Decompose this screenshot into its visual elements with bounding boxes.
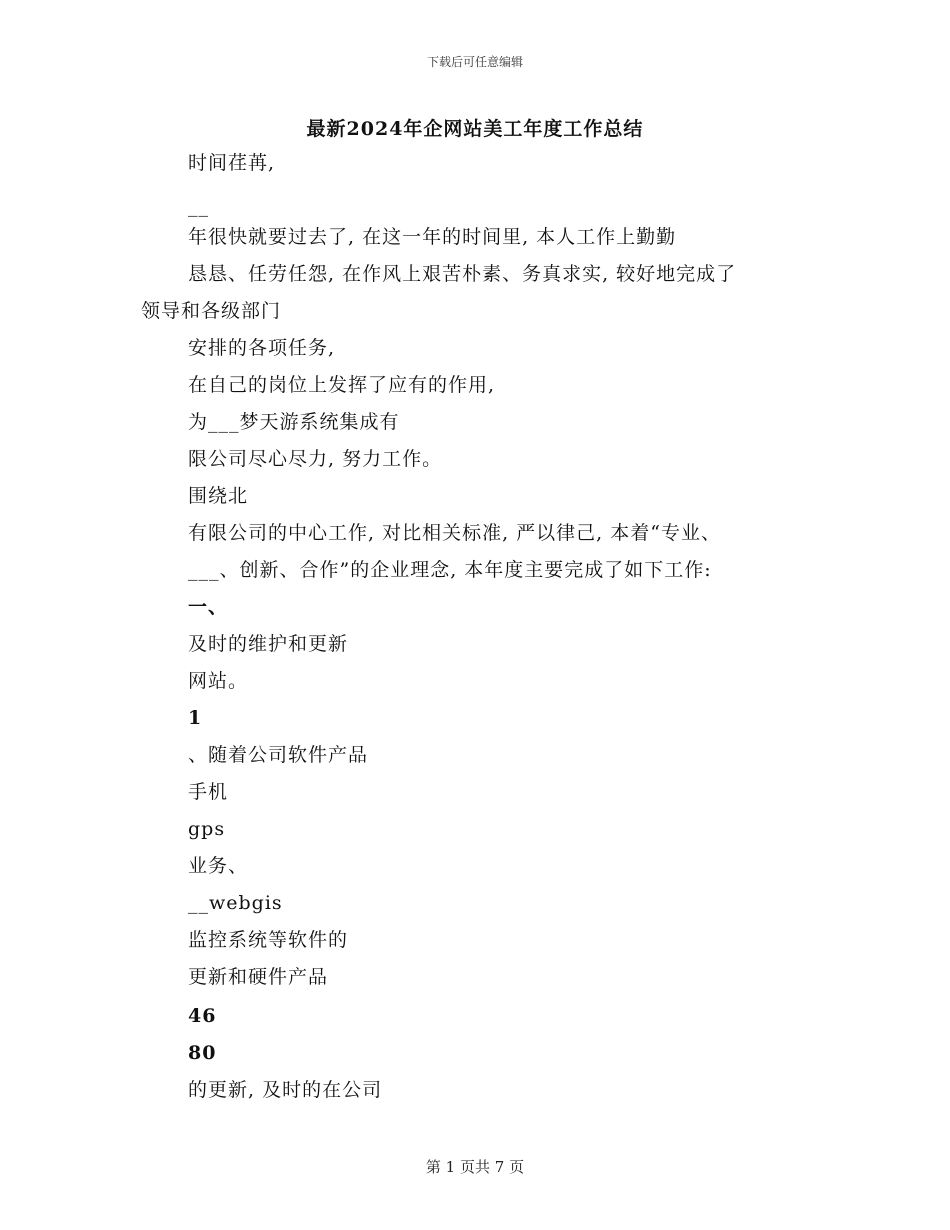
body-line: 监控系统等软件的 <box>188 929 349 951</box>
body-line: 的更新, 及时的在公司 <box>188 1079 383 1101</box>
body-line: 手机 <box>188 781 229 803</box>
body-line: ___、创新、合作”的企业理念, 本年度主要完成了如下工作: <box>188 559 712 581</box>
body-line: 、随着公司软件产品 <box>188 744 369 766</box>
number-line: 46 <box>188 1005 217 1027</box>
body-line: 围绕北 <box>188 485 249 507</box>
body-line: 更新和硬件产品 <box>188 966 329 988</box>
section-heading: 一、 <box>188 596 229 618</box>
body-line: 时间荏苒, <box>188 152 276 174</box>
body-line: 安排的各项任务, <box>188 337 336 359</box>
body-line: 及时的维护和更新 <box>188 633 349 655</box>
body-line: 在自己的岗位上发挥了应有的作用, <box>188 374 496 396</box>
header-note: 下载后可任意编辑 <box>426 55 523 69</box>
body-line: 年很快就要过去了, 在这一年的时间里, 本人工作上勤勤 <box>188 226 677 248</box>
body-line: 领导和各级部门 <box>141 300 282 322</box>
document-title: 最新2024年企网站美工年度工作总结 <box>306 118 644 140</box>
body-line: 限公司尽心尽力, 努力工作。 <box>188 448 443 470</box>
body-line: __ <box>188 195 209 217</box>
number-line: 80 <box>188 1042 217 1064</box>
body-line: 恳恳、任劳任怨, 在作风上艰苦朴素、务真求实, 较好地完成了 <box>188 263 737 285</box>
body-line: 为___梦天游系统集成有 <box>188 411 400 433</box>
body-line: __webgis <box>188 892 283 914</box>
item-number: 1 <box>188 707 203 729</box>
body-line: 网站。 <box>188 670 249 692</box>
body-line: gps <box>188 818 226 840</box>
body-line: 业务、 <box>188 855 249 877</box>
page-footer: 第 1 页共 7 页 <box>425 1158 525 1176</box>
body-line: 有限公司的中心工作, 对比相关标准, 严以律己, 本着“专业、 <box>188 522 721 544</box>
